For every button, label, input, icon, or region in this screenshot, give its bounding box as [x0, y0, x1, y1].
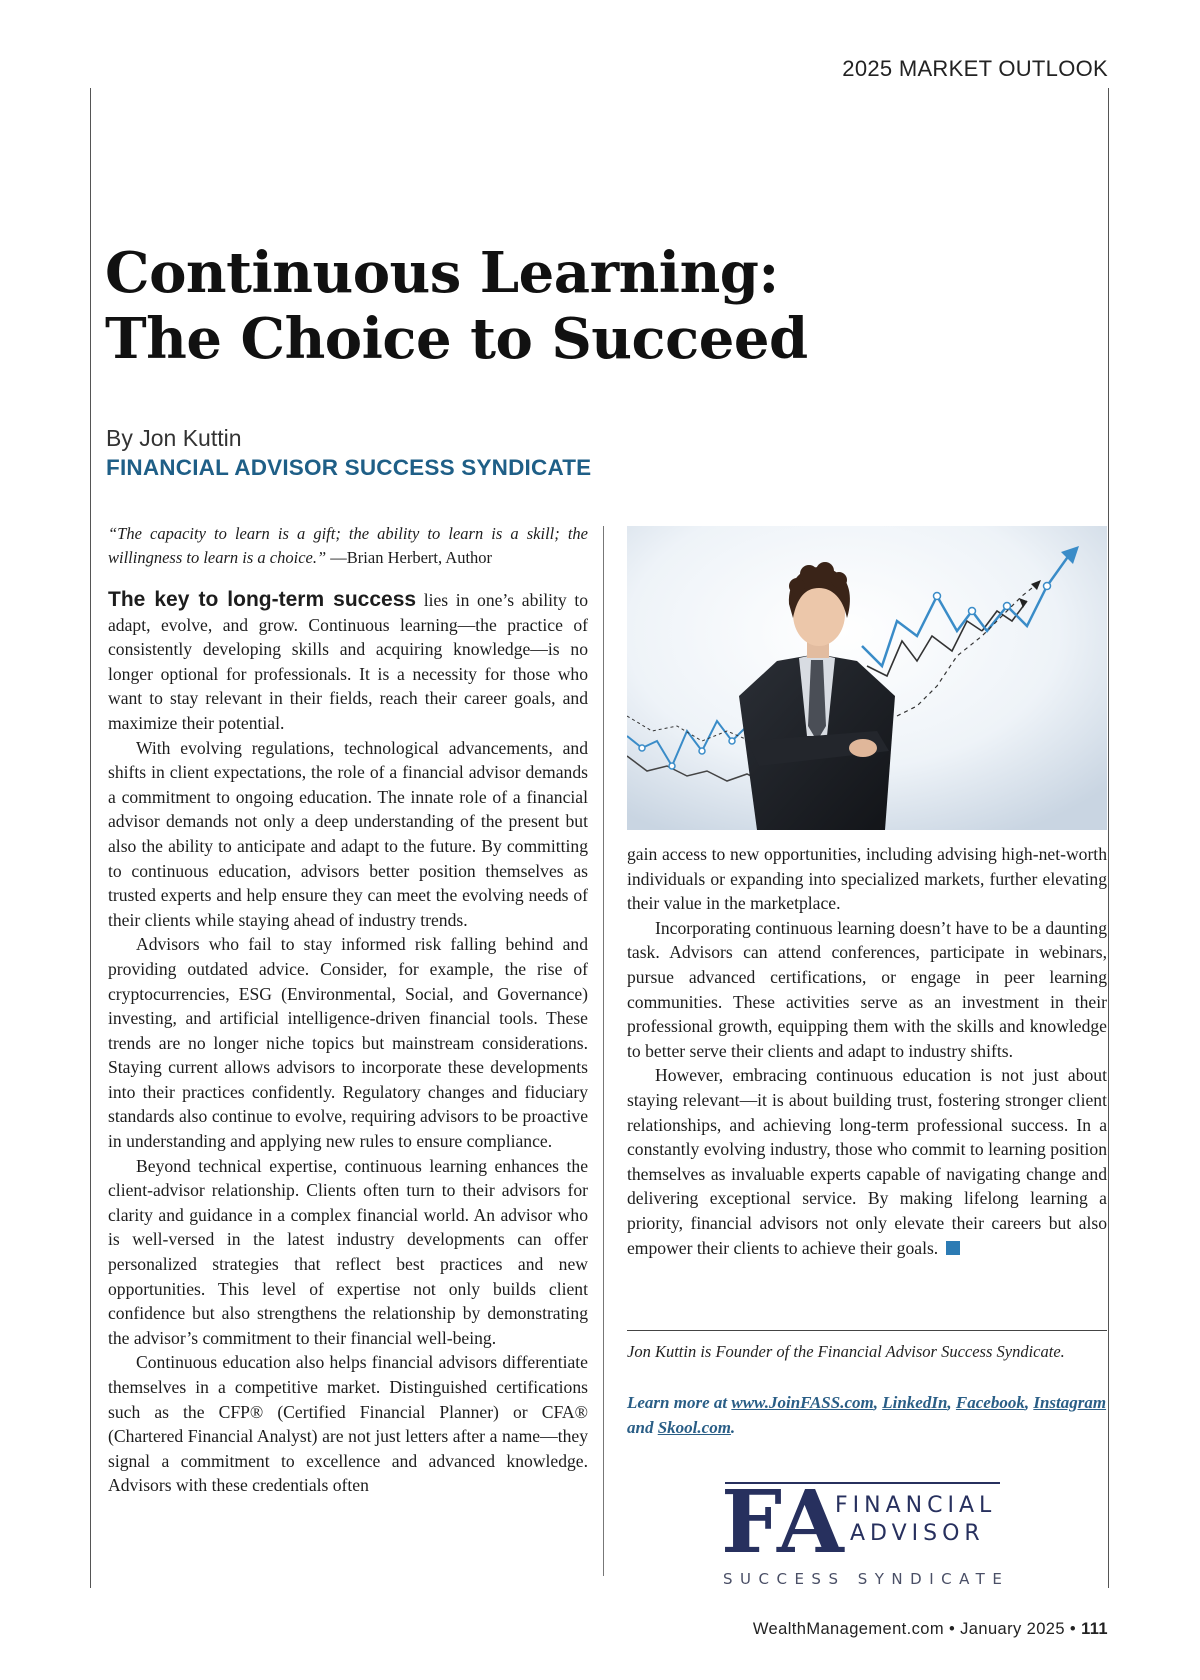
page-footer [753, 1620, 1108, 1639]
link-skool[interactable]: Skool.com [657, 1418, 731, 1437]
separator: , [1024, 1393, 1034, 1412]
left-column [108, 522, 588, 1498]
author-bio: Jon Kuttin is Founder of the Financial Advisor Success Syndicate. [627, 1342, 1065, 1361]
learn-more-suffix: . [730, 1418, 736, 1437]
paragraph [108, 588, 588, 736]
article-photo [627, 526, 1107, 830]
title-line-2: The Choice to Succeed [105, 306, 808, 372]
learn-more [627, 1390, 1107, 1440]
page-rule-left [90, 88, 91, 1588]
title-line-1: Continuous Learning: [105, 240, 779, 306]
epigraph-quote: “The capacity to learn is a gift; the ability to learn is a skill; the willingness to learn is a choice.” [108, 524, 588, 567]
column-divider [603, 526, 604, 1576]
fass-logo-graphic [715, 1462, 1025, 1592]
paragraph: Incorporating continuous learning doesn’t have to be a daunting task. Advisors can attend conferences, participate in webinars, pursue advanced certifications, or engage in peer learning communities. These activities serve as an investment in their professional growth, equipping them with the skills and knowledge to better serve their clients and adapt to industry shifts. [627, 917, 1107, 1061]
paragraph-text: lies in one’s ability to adapt, evolve, and grow. Continuous learning—the practice of consistently developing skills and acquiring knowledge—is no longer optional for professionals. It is a necessity for those who want to stay relevant in their fields, reach their career goals, and maximize their potential. [108, 590, 589, 733]
author-organization: FINANCIAL ADVISOR SUCCESS SYNDICATE [106, 455, 592, 480]
paragraph [627, 1063, 1107, 1260]
businessman-chart-illustration [627, 526, 1107, 830]
page-number: 111 [1081, 1620, 1108, 1638]
epigraph-attribution: —Brian Herbert, Author [326, 548, 493, 567]
paragraph: Continuous education also helps financial advisors differentiate themselves in a competitive market. Distinguished certifications such as the CFP® (Certified Financial Planner) or CFA® (Chartered Financial Analyst) are not just letters after a name—they signal a commitment to excellence and advanced knowledge. Advisors with these credentials often [108, 1352, 588, 1496]
page-rule-right [1108, 88, 1109, 1588]
paragraph: With evolving regulations, technological advancements, and shifts in client expectations, the role of a financial advisor demands a commitment to ongoing education. The innate role of a financial advisor demands not only a deep understanding of the present but also the ability to anticipate and adapt to the future. By committing to continuous education, advisors better position themselves as trusted experts and help ensure they can meet the evolving needs of their clients while staying ahead of industry trends. [108, 737, 588, 930]
separator: , [873, 1393, 883, 1412]
end-of-article-mark [946, 1241, 960, 1255]
epigraph [108, 522, 588, 570]
logo-line-financial: FINANCIAL [835, 1493, 997, 1518]
bio-divider [627, 1330, 1107, 1331]
link-facebook[interactable]: Facebook [955, 1393, 1025, 1412]
paragraph: Advisors who fail to stay informed risk falling behind and providing outdated advice. Consider, for example, the rise of cryptocurrencies, ESG (Environmental, Social, and Governance) investing, and artificial intelligence-driven financial tools. These trends are no longer niche topics but mainstream considerations. Staying current allows advisors to incorporate these developments into their practices confidently. Regulatory changes and fiduciary standards also continue to evolve, requiring advisors to be proactive in understanding and applying new rules to ensure compliance. [108, 934, 588, 1152]
fass-logo [715, 1462, 1025, 1592]
paragraph: Beyond technical expertise, continuous learning enhances the client-advisor relationship. Clients often turn to their advisors for clarity and guidance in a complex financial world. An advisor who is well-versed in the latest industry developments can offer personalized strategies that reflect best practices and new opportunities. This level of expertise not only builds client confidence but also strengthens the relationship by demonstrating the advisor’s commitment to their financial well-being. [108, 1155, 588, 1348]
paragraph: gain access to new opportunities, including advising high-net-worth individuals or expanding into specialized markets, further elevating their value in the marketplace. [627, 844, 1107, 914]
learn-more-prefix: Learn more at [627, 1393, 732, 1412]
lead-in: The key to long-term success [108, 588, 417, 611]
running-head: 2025 MARKET OUTLOOK [842, 56, 1108, 81]
footer-text: WealthManagement.com • January 2025 • [752, 1620, 1082, 1638]
logo-line-advisor: ADVISOR [850, 1521, 985, 1546]
logo-monogram: FA [721, 1472, 844, 1573]
separator: and [627, 1418, 658, 1437]
article-title [105, 240, 808, 372]
byline: By Jon Kuttin [106, 425, 242, 451]
link-linkedin[interactable]: LinkedIn [882, 1393, 948, 1412]
separator: , [947, 1393, 956, 1412]
link-joinfass[interactable]: www.JoinFASS.com [731, 1393, 874, 1412]
link-instagram[interactable]: Instagram [1033, 1393, 1107, 1412]
right-column [627, 842, 1107, 1260]
paragraph-text: However, embracing continuous education is not just about staying relevant—it is about building trust, fostering stronger client relationships, and achieving long-term professional success. In a constantly evolving industry, those who commit to learning position themselves as invaluable experts capable of navigating change and delivering exceptional service. By making lifelong learning a priority, financial advisors not only elevate their careers but also empower their clients to achieve their goals. [627, 1065, 1107, 1258]
logo-line-syndicate: SUCCESS SYNDICATE [723, 1570, 1010, 1588]
